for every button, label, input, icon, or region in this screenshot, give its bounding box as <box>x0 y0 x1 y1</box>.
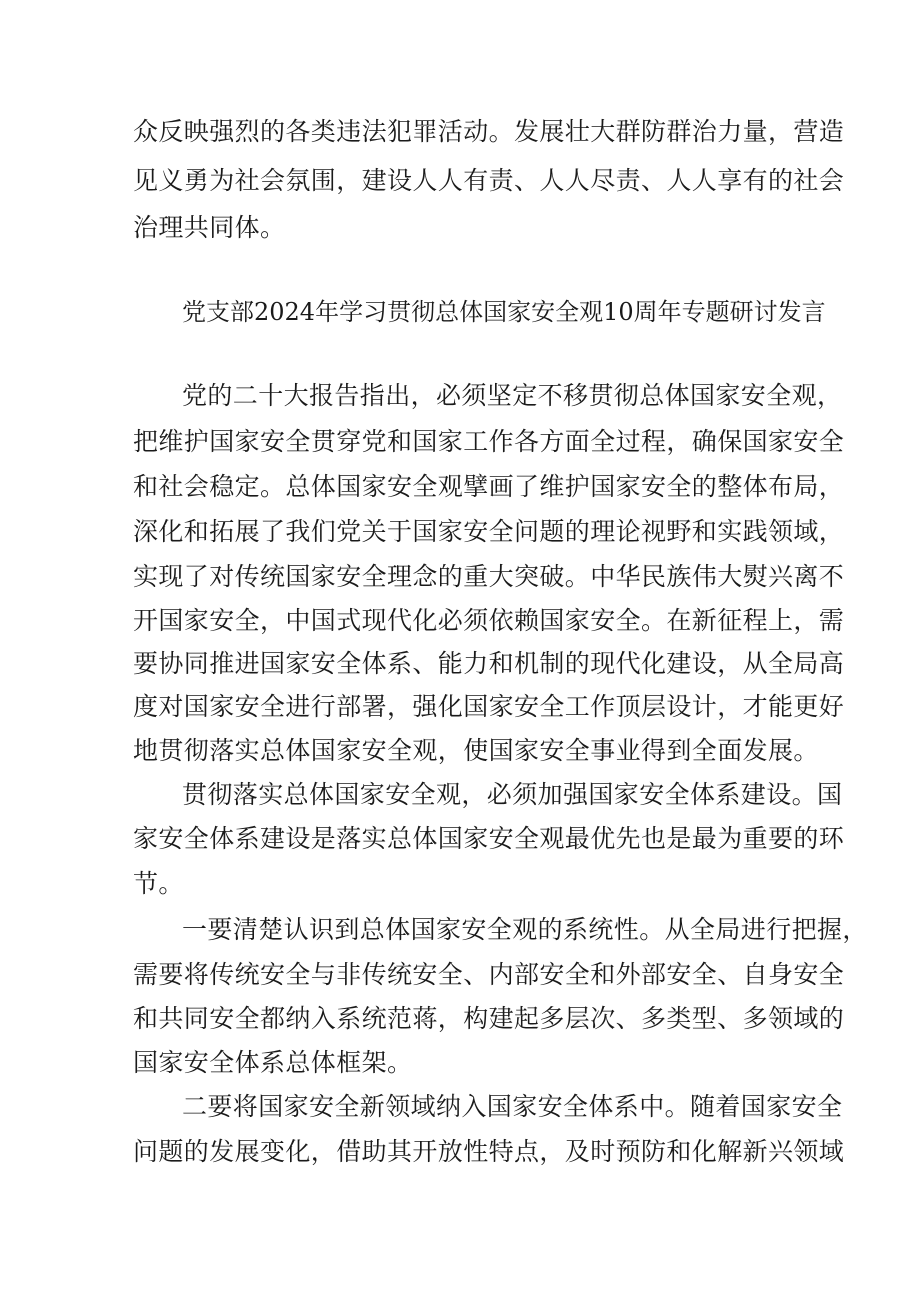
para2-line-3: 节。 <box>133 869 184 898</box>
para1-line-5: 实现了对传统国家安全理念的重大突破。中华民族伟大熨兴离不 <box>133 562 845 591</box>
para3-line-1: 一要清楚认识到总体国家安全观的系统性。从全局进行把握， <box>182 915 868 944</box>
para1-line-1: 党的二十大报告指出，必须坚定不移贯彻总体国家安全观， <box>182 381 843 410</box>
para3-line-2: 需要将传统安全与非传统安全、内部安全和外部安全、自身安全 <box>133 960 845 989</box>
para1-line-3: 和社会稳定。总体国家安全观擘画了维护国家安全的整体布局， <box>133 472 845 501</box>
para1-line-9: 地贯彻落实总体国家安全观，使国家安全事业得到全面发展。 <box>133 736 819 765</box>
para1-line-2: 把维护国家安全贯穿党和国家工作各方面全过程，确保国家安全 <box>133 427 845 456</box>
document-title: 党支部2024年学习贯彻总体国家安全观10周年专题研讨发言 <box>182 298 826 326</box>
para4-line-2: 问题的发展变化，借助其开放性特点，及时预防和化解新兴领域 <box>133 1137 845 1166</box>
para3-line-4: 国家安全体系总体框架。 <box>133 1048 413 1077</box>
para1-line-4: 深化和拓展了我们党关于国家安全问题的理论视野和实践领域， <box>133 517 845 546</box>
intro-line-3: 治理共同体。 <box>133 213 286 242</box>
para1-line-8: 度对国家安全进行部署，强化国家安全工作顶层设计，才能更好 <box>133 692 845 721</box>
para3-line-3: 和共同安全都纳入系统范蒋，构建起多层次、多类型、多领域的 <box>133 1004 845 1033</box>
para4-line-1: 二要将国家安全新领域纳入国家安全体系中。随着国家安全 <box>182 1092 843 1121</box>
para1-line-7: 要协同推进国家安全体系、能力和机制的现代化建设，从全局高 <box>133 649 845 678</box>
intro-line-2: 见义勇为社会氛围，建设人人有责、人人尽责、人人享有的社会 <box>133 166 845 195</box>
intro-line-1: 众反映强烈的各类违法犯罪活动。发展壮大群防群治力量，营造 <box>133 117 845 146</box>
para2-line-1: 贯彻落实总体国家安全观，必须加强国家安全体系建设。国 <box>182 780 843 809</box>
para2-line-2: 家安全体系建设是落实总体国家安全观最优先也是最为重要的环 <box>133 824 845 853</box>
para1-line-6: 开国家安全，中国式现代化必须依赖国家安全。在新征程上，需 <box>133 606 845 635</box>
